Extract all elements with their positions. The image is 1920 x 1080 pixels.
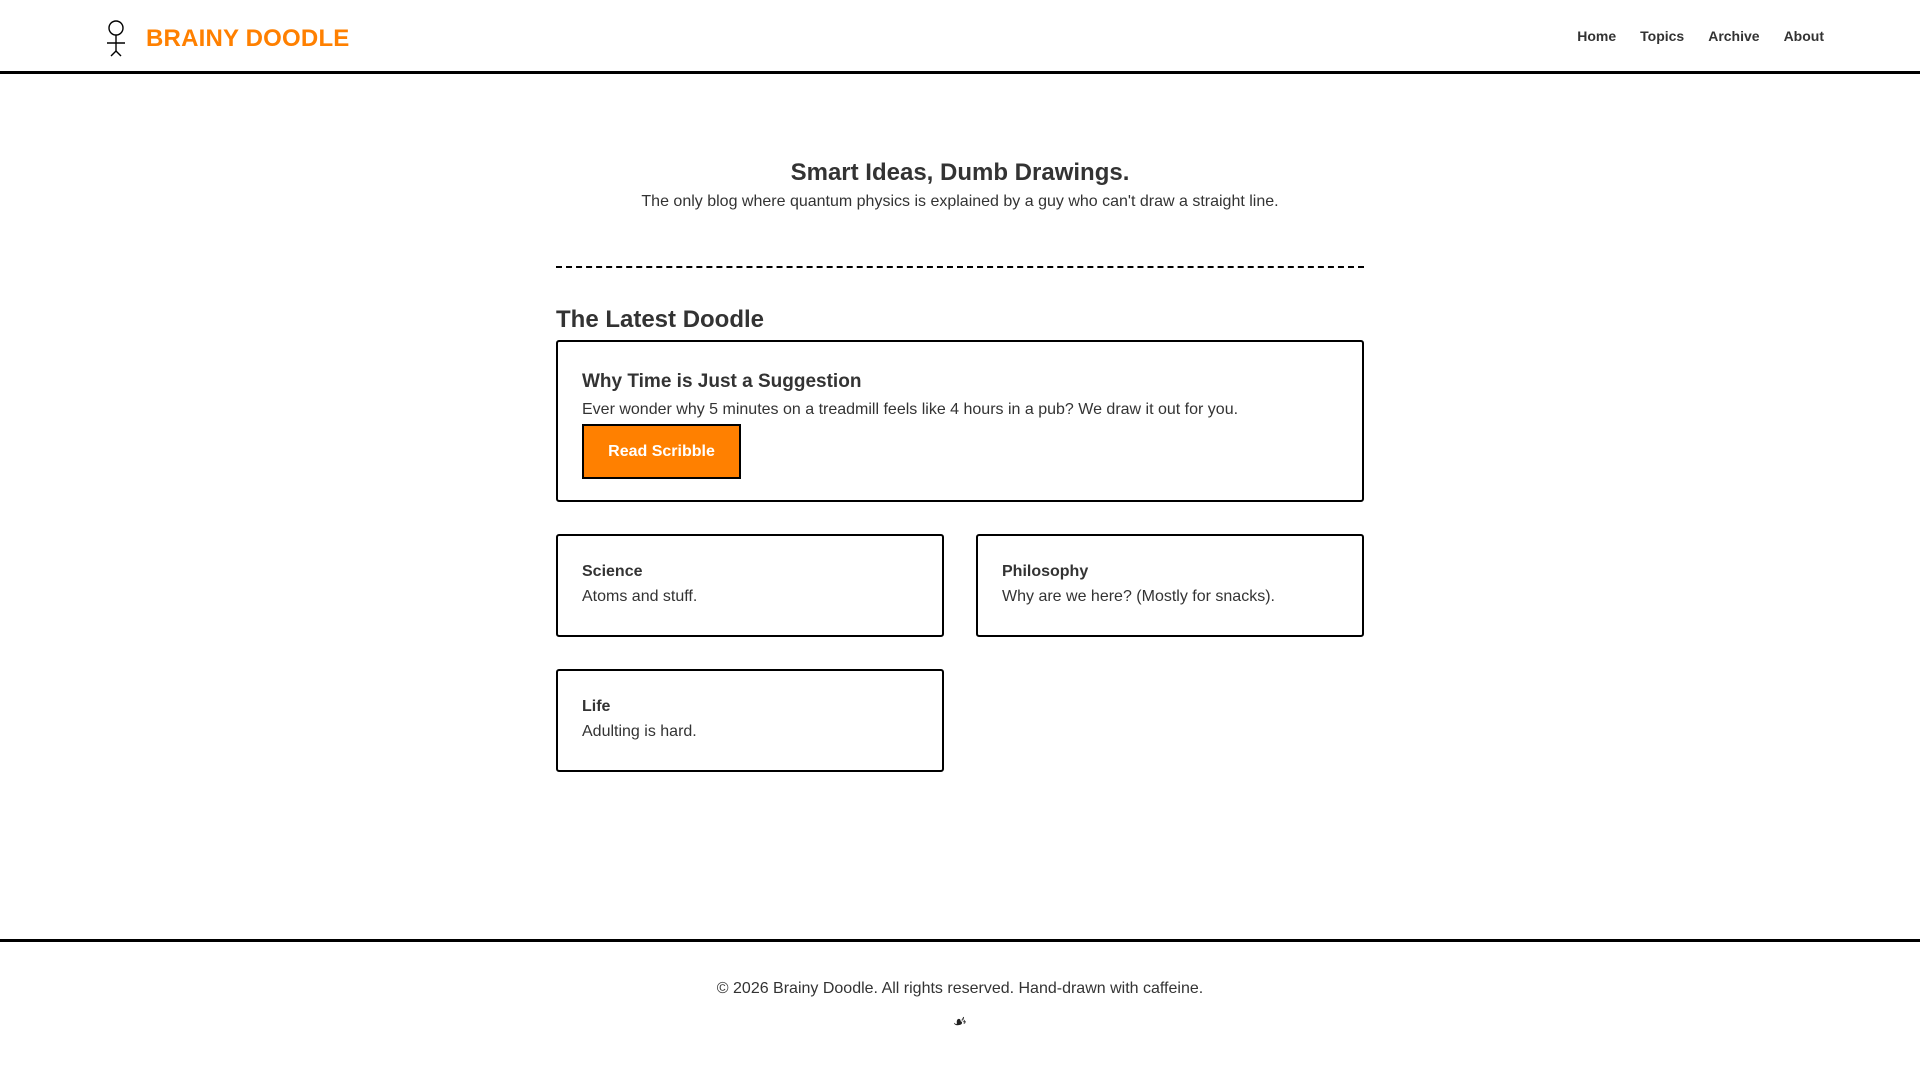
topic-description: Adulting is hard. [582,723,697,740]
topic-title: Life [582,698,611,715]
read-scribble-button[interactable]: Read Scribble [582,424,741,479]
stick-figure-icon [104,20,128,58]
hero-subtitle: The only blog where quantum physics is explained by a guy who can't draw a straight line. [641,193,1279,210]
nav-home[interactable]: Home [1577,28,1617,44]
copyright-text: © 2026 Brainy Doodle. All rights reserved. Hand-drawn with caffeine. [716,980,1204,997]
topic-description: Atoms and stuff. [582,588,698,605]
dashed-divider [556,266,1364,268]
hero-title: Smart Ideas, Dumb Drawings. [790,159,1130,186]
nav-archive[interactable]: Archive [1708,28,1760,44]
nav-about[interactable]: About [1783,28,1824,44]
brand-name-link[interactable]: BRAINY DOODLE [146,25,350,52]
featured-post-excerpt: Ever wonder why 5 minutes on a treadmill feels like 4 hours in a pub? We draw it out for you. [582,401,1239,418]
topic-title: Science [582,563,643,580]
topic-description: Why are we here? (Mostly for snacks). [1002,588,1275,605]
site-footer [0,939,1920,1080]
topic-title: Philosophy [1002,563,1089,580]
nav-topics[interactable]: Topics [1640,28,1685,44]
featured-post-card [556,340,1364,502]
topic-card-life[interactable] [556,669,944,772]
latest-section-title: The Latest Doodle [556,306,765,333]
brand[interactable] [104,20,350,58]
site-header [0,0,1920,74]
topic-card-philosophy[interactable] [976,534,1364,637]
doodle-squiggle-icon: ☙ [950,1012,969,1033]
topic-card-science[interactable] [556,534,944,637]
featured-post-title: Why Time is Just a Suggestion [582,371,862,392]
main-nav [1577,26,1824,46]
hero [0,158,1920,213]
